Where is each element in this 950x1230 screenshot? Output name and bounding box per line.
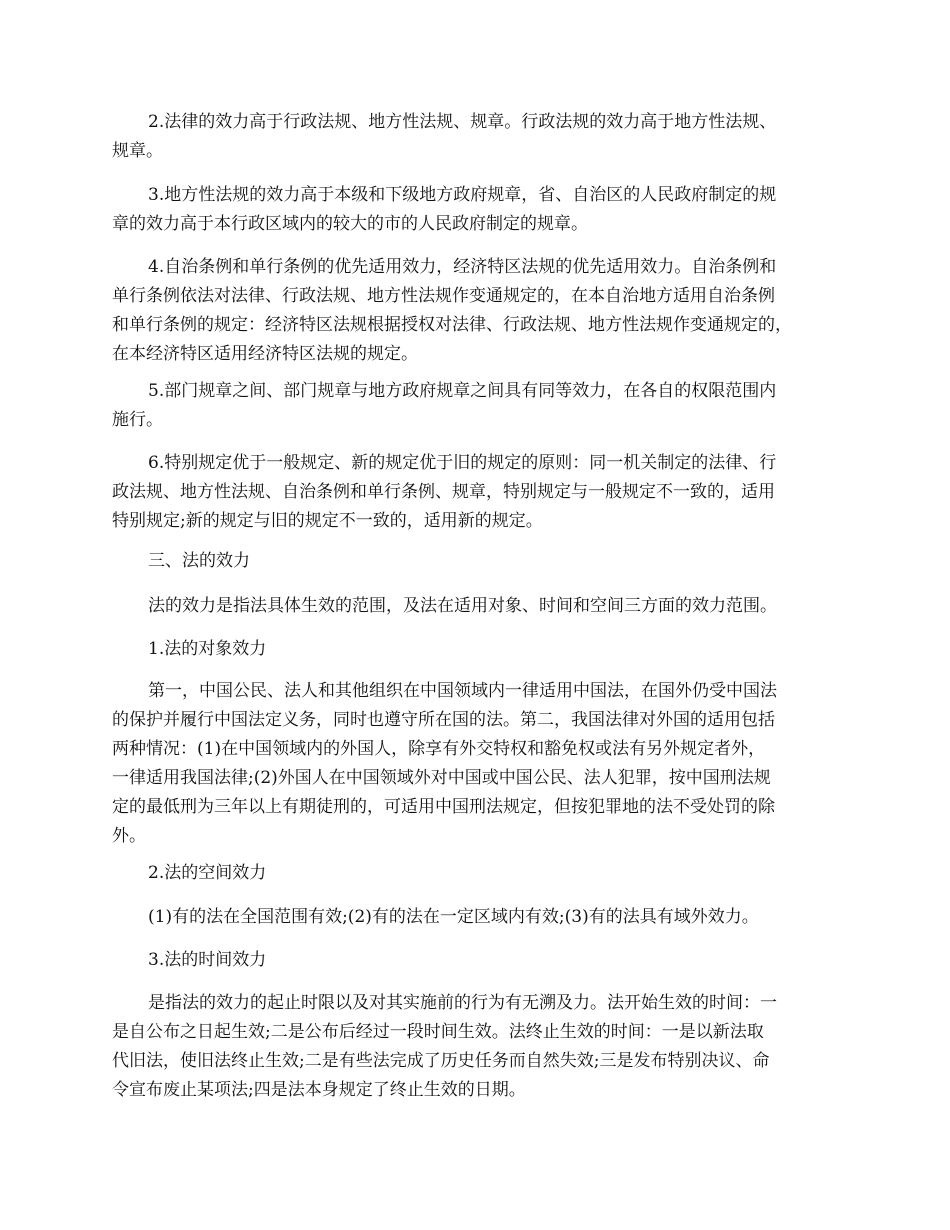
paragraph-line: 2.法律的效力高于行政法规、地方性法规、规章。行政法规的效力高于地方性法规、 [148,112,777,132]
paragraph-line: 的保护并履行中国法定义务，同时也遵守所在国的法。第二，我国法律对外国的适用包括 [112,710,775,730]
paragraph-line: 5.部门规章之间、部门规章与地方政府规章之间具有同等效力，在各自的权限范围内 [148,381,777,401]
paragraph-line: 施行。 [112,410,163,430]
paragraph-line: 特别规定;新的规定与旧的规定不一致的，适用新的规定。 [112,511,543,531]
paragraph-line: 定的最低刑为三年以上有期徒刑的，可适用中国刑法规定，但按犯罪地的法不受处罚的除 [112,797,775,817]
paragraph-autonomous-regulations [112,253,842,369]
paragraph-line: 两种情况：(1)在中国领域内的外国人，除享有外交特权和豁免权或法有另外规定者外， [112,739,766,759]
paragraph-spatial-effect [112,903,842,932]
paragraph-line: 是自公布之日起生效;二是公布后经过一段时间生效。法终止生效的时间：一是以新法取 [112,1022,764,1042]
paragraph-line: 令宣布废止某项法;四是法本身规定了终止生效的日期。 [112,1080,526,1100]
paragraph-line: 代旧法，使旧法终止生效;二是有些法完成了历史任务而自然失效;三是发布特别决议、命 [112,1051,770,1071]
paragraph-law-hierarchy [112,108,842,166]
paragraph-line: 政法规、地方性法规、自治条例和单行条例、规章，特别规定与一般规定不一致的，适用 [112,482,775,502]
paragraph-definition [112,592,842,621]
paragraph-line: 是指法的效力的起止时限以及对其实施前的行为有无溯及力。法开始生效的时间：一 [148,993,777,1013]
paragraph-temporal-effect [112,989,842,1105]
paragraph-line: 和单行条例的规定：经济特区法规根据授权对法律、行政法规、地方性法规作变通规定的， [112,315,792,335]
section-heading-legal-effect [112,547,842,576]
paragraph-special-provisions [112,449,842,536]
paragraph-line: 6.特别规定优于一般规定、新的规定优于旧的规定的原则：同一机关制定的法律、行 [148,453,777,473]
subheading: 2.法的空间效力 [148,863,267,883]
subheading: 3.法的时间效力 [148,950,267,970]
paragraph-line: 一律适用我国法律;(2)外国人在中国领域外对中国或中国公民、法人犯罪，按中国刑法规 [112,768,771,788]
paragraph-line: 在本经济特区适用经济特区法规的规定。 [112,344,418,364]
paragraph-departmental-rules [112,377,842,435]
section-heading: 三、法的效力 [148,551,250,571]
paragraph-line: 单行条例依法对法律、行政法规、地方性法规作变通规定的，在本自治地方适用自治条例 [112,286,775,306]
paragraph-line: 章的效力高于本行政区域内的较大的市的人民政府制定的规章。 [112,214,588,234]
paragraph-object-effect [112,677,842,851]
subheading: 1.法的对象效力 [148,639,267,659]
paragraph-line: 规章。 [112,141,163,161]
paragraph-line: 4.自治条例和单行条例的优先适用效力，经济特区法规的优先适用效力。自治条例和 [148,257,777,277]
subheading-spatial-effect [112,859,842,888]
paragraph-line: 外。 [112,826,146,846]
subheading-object-effect [112,635,842,664]
subheading-temporal-effect [112,946,842,975]
paragraph-line: 法的效力是指法具体生效的范围，及法在适用对象、时间和空间三方面的效力范围。 [148,596,777,616]
paragraph-line: 第一，中国公民、法人和其他组织在中国领域内一律适用中国法，在国外仍受中国法 [148,681,777,701]
paragraph-local-regulations [112,181,842,239]
paragraph-line: 3.地方性法规的效力高于本级和下级地方政府规章，省、自治区的人民政府制定的规 [148,185,777,205]
paragraph-line: (1)有的法在全国范围有效;(2)有的法在一定区域内有效;(3)有的法具有域外效力。 [148,907,759,927]
